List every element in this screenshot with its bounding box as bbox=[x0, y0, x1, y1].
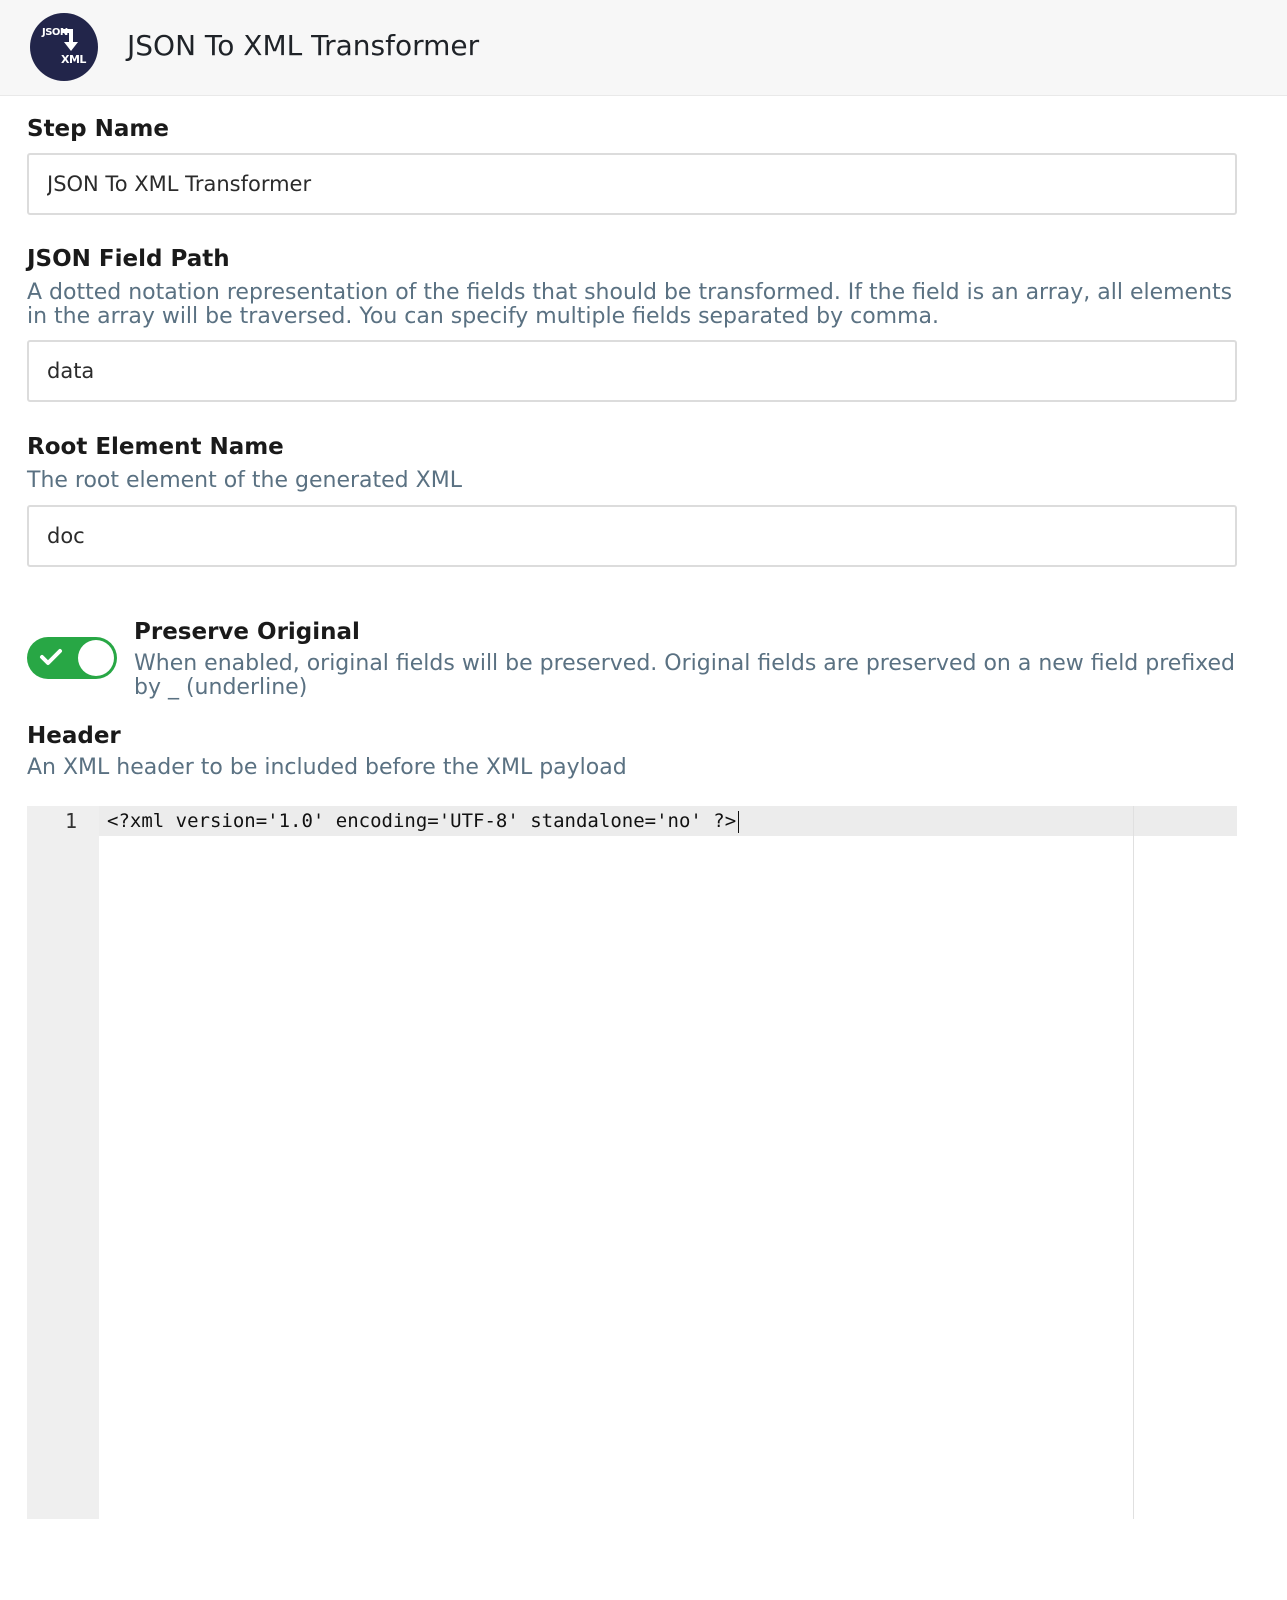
check-icon bbox=[39, 647, 63, 667]
json-xml-logo bbox=[30, 13, 98, 81]
logo-json-text: JSON bbox=[42, 27, 68, 38]
header-label: Header bbox=[27, 723, 121, 749]
json-field-path-label: JSON Field Path bbox=[27, 246, 230, 272]
editor-gutter bbox=[27, 806, 99, 1519]
json-field-path-description: A dotted notation representation of the fields that should be transformed. If the field is an array, all elements in the array will be traversed. You can specify multiple fields separated by comma. bbox=[27, 280, 1233, 329]
root-element-label: Root Element Name bbox=[27, 434, 284, 460]
header-code-editor[interactable] bbox=[27, 806, 1237, 1519]
text-cursor bbox=[738, 811, 739, 833]
step-name-label: Step Name bbox=[27, 116, 169, 142]
code-line[interactable] bbox=[107, 806, 739, 836]
toggle-knob bbox=[78, 640, 114, 676]
arrow-down-icon bbox=[60, 27, 78, 53]
app-header bbox=[0, 0, 1287, 96]
code-line-text: <?xml version='1.0' encoding='UTF-8' standalone='no' ?> bbox=[107, 810, 737, 832]
page-title: JSON To XML Transformer bbox=[127, 29, 480, 62]
preserve-original-toggle[interactable] bbox=[27, 637, 117, 679]
header-description: An XML header to be included before the XML payload bbox=[27, 755, 627, 780]
step-name-input[interactable] bbox=[27, 153, 1237, 215]
preserve-original-description: When enabled, original fields will be preserved. Original fields are preserved on a new field prefixed by _ (underline) bbox=[134, 651, 1236, 700]
json-field-path-input[interactable] bbox=[27, 340, 1237, 402]
line-number: 1 bbox=[64, 809, 77, 833]
logo-xml-text: XML bbox=[61, 53, 86, 66]
root-element-description: The root element of the generated XML bbox=[27, 468, 462, 493]
preserve-original-label: Preserve Original bbox=[134, 619, 360, 645]
print-margin bbox=[1133, 806, 1134, 1519]
root-element-input[interactable] bbox=[27, 505, 1237, 567]
